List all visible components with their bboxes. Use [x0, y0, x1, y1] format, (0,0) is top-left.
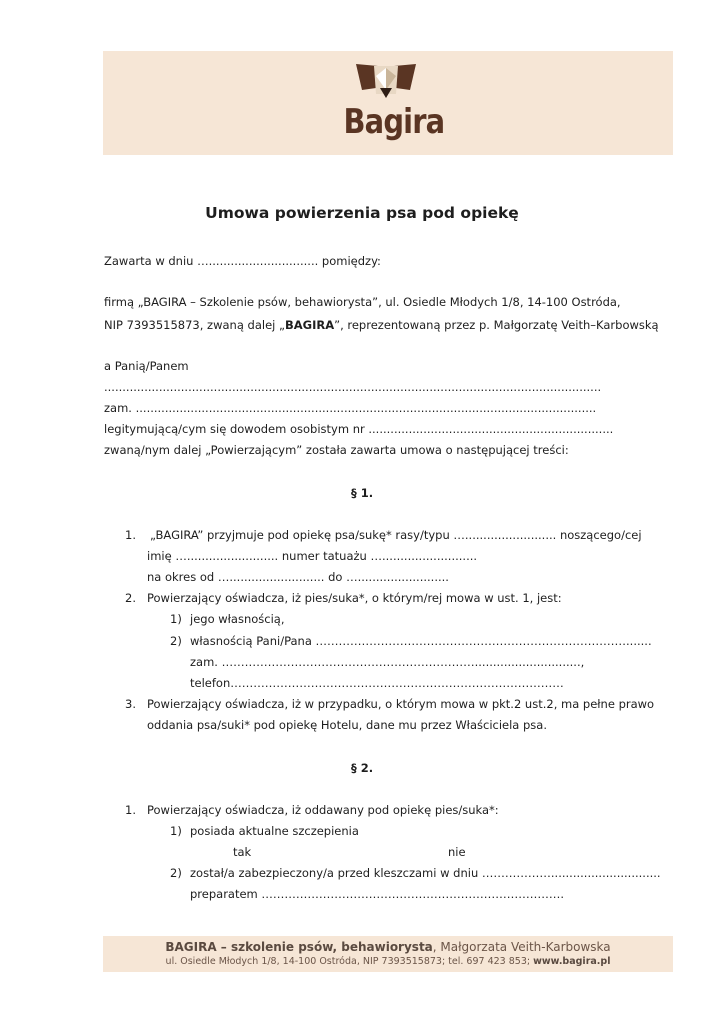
s2-sub1-text: posiada aktualne szczepienia [190, 824, 359, 838]
section-2-heading: § 2. [350, 761, 374, 775]
id-line: legitymującą/cym się dowodem osobistym nr ................................................................... [104, 422, 614, 436]
s1-sub2-phone: telefon…………………………………………………………………………… [190, 676, 564, 690]
s1-sub2-num: 2) [170, 634, 182, 648]
s1-sub2-address: zam. …………………………………………………………............................., [190, 655, 585, 669]
party-name-line: ........................................................................................................................................ [104, 380, 602, 394]
s2-sub2-num: 2) [170, 866, 182, 880]
option-no: nie [448, 845, 466, 859]
s2-item1-num: 1. [125, 803, 136, 817]
s1-item2-num: 2. [125, 591, 136, 605]
firm-line-1: firmą „BAGIRA – Szkolenie psów, behawiorysta”, ul. Osiedle Młodych 1/8, 14-100 Ostróda, [104, 295, 621, 309]
s2-item1-line1: Powierzający oświadcza, iż oddawany pod opiekę pies/suka*: [147, 803, 499, 817]
s1-item1-line3: na okres od ….......................... do …......................... [147, 570, 449, 584]
firm-line-2-pre: NIP 7393515873, zwaną dalej „ [104, 318, 285, 332]
document-title: Umowa powierzenia psa pod opiekę [205, 204, 519, 222]
footer-line-2 [103, 956, 673, 967]
bagira-logo [336, 60, 445, 150]
called-line: zwaną/nym dalej „Powierzającym” została zawarta umowa o następującej treści: [104, 443, 569, 457]
s1-item3-line1: Powierzający oświadcza, iż w przypadku, o którym mowa w pkt.2 ust.2, ma pełne prawo [147, 697, 655, 711]
firm-name-bold: BAGIRA [284, 318, 335, 332]
footer-owner: , Małgorzata Veith-Karbowska [432, 940, 611, 954]
s1-sub1-text: jego własnością, [190, 612, 285, 626]
s1-sub1-num: 1) [170, 612, 182, 626]
option-yes: tak [233, 845, 252, 859]
address-line: zam. .............................................................................................................................. [104, 401, 597, 415]
footer [103, 936, 673, 972]
s2-sub1-num: 1) [170, 824, 182, 838]
s1-item1-line1: „BAGIRA” przyjmuje pod opiekę psa/sukę* rasy/typu …......................... noszącego/cej [150, 528, 642, 542]
footer-company: BAGIRA – szkolenie psów, behawiorysta [165, 940, 433, 954]
s1-item3-line2: oddania psa/suki* pod opiekę Hotelu, dane mu przez Właściciela psa. [147, 718, 547, 732]
intro-line: Zawarta w dniu ….............................. pomiędzy: [104, 254, 381, 268]
firm-line-2 [104, 318, 659, 332]
footer-contact: ul. Osiedle Młodych 1/8, 14-100 Ostróda, NIP 7393515873; tel. 697 423 853; [165, 956, 534, 967]
s2-sub2-text: został/a zabezpieczony/a przed kleszczami w dniu ……………….............................. [190, 866, 661, 880]
s1-item1-num: 1. [125, 528, 136, 542]
footer-website-link[interactable]: www.bagira.pl [533, 956, 611, 967]
dog-head-icon [336, 60, 436, 102]
firm-line-2-post: ”, reprezentowaną przez p. Małgorzatę Veith–Karbowską [334, 318, 659, 332]
s1-item2-line1: Powierzający oświadcza, iż pies/suka*, o którym/rej mowa w ust. 1, jest: [147, 591, 562, 605]
footer-line-1 [103, 940, 673, 954]
logo-wordmark: Bagira [343, 102, 445, 142]
s2-sub2-preparation: preparatem ……………………………………………………………………. [190, 887, 565, 901]
s1-sub2-text: własnością Pani/Pana ………………………………………………………………………....... [190, 634, 652, 648]
s1-item1-line2: imię …......................... numer tatuażu ….......................... [147, 549, 478, 563]
s1-item3-num: 3. [125, 697, 136, 711]
party-label: a Panią/Panem [104, 359, 189, 373]
section-1-heading: § 1. [350, 486, 374, 500]
